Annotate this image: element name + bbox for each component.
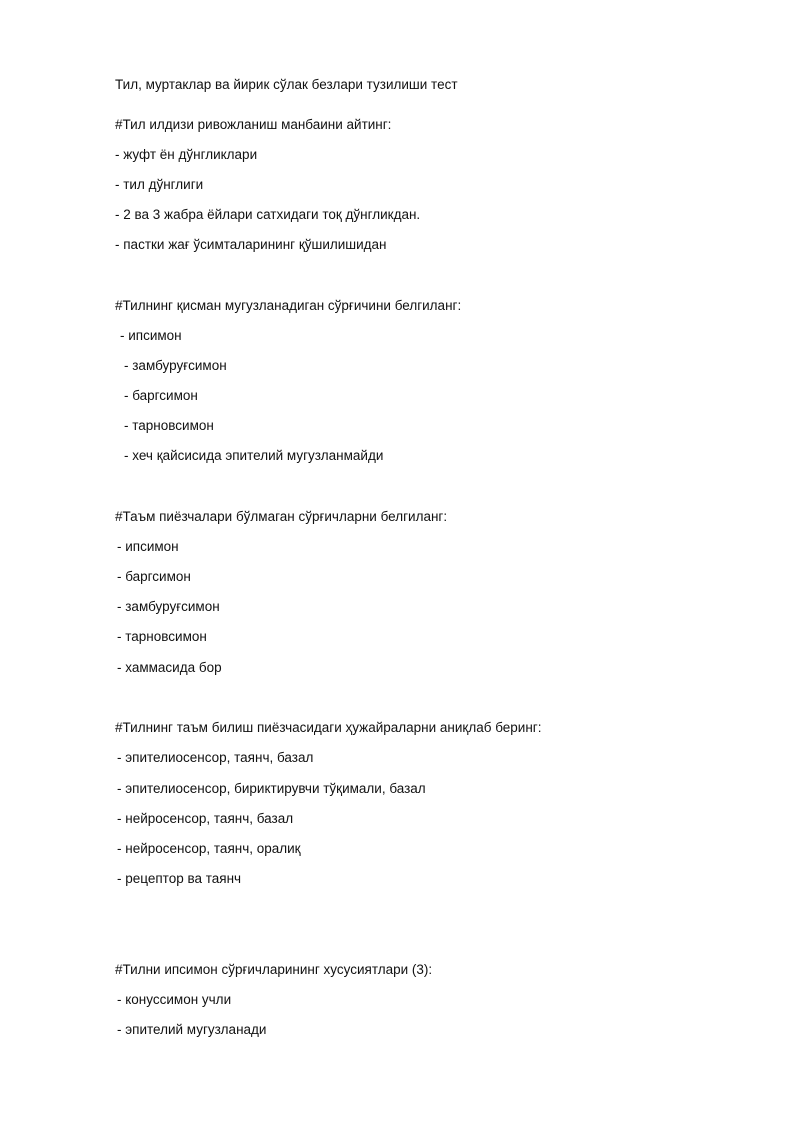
q1-option-3: - 2 ва 3 жабра ёйлари сатхидаги тоқ дўнгликдан.: [115, 207, 421, 222]
q3-option-4: - тарновсимон: [117, 629, 207, 644]
question-3: #Таъм пиёзчалари бўлмаган сўрғичларни белгиланг:: [115, 509, 448, 524]
q1-option-1: - жуфт ён дўнгликлари: [115, 147, 258, 162]
question-1: #Тил илдизи ривожланиш манбаини айтинг:: [115, 117, 392, 132]
q2-option-5: - хеч қайсисида эпителий мугузланмайди: [124, 448, 384, 463]
q4-option-1: - эпителиосенсор, таянч, базал: [117, 750, 314, 765]
q3-option-2: - баргсимон: [117, 569, 191, 584]
document-title: Тил, муртаклар ва йирик сўлак безлари тузилиши тест: [115, 77, 458, 92]
q4-option-4: - нейросенсор, таянч, оралиқ: [117, 841, 301, 856]
question-4: #Тилнинг таъм билиш пиёзчасидаги ҳужайраларни аниқлаб беринг:: [115, 720, 542, 735]
q2-option-1: - ипсимон: [120, 328, 182, 343]
q2-option-2: - замбуруғсимон: [124, 358, 227, 373]
question-5: #Тилни ипсимон сўрғичларининг хусусиятлари (3):: [115, 962, 433, 977]
q2-option-4: - тарновсимон: [124, 418, 214, 433]
q5-option-1: - конуссимон учли: [117, 992, 232, 1007]
q4-option-2: - эпителиосенсор, бириктирувчи тўқимали, базал: [117, 781, 426, 796]
question-2: #Тилнинг қисман мугузланадиган сўрғичини белгиланг:: [115, 298, 462, 313]
q1-option-2: - тил дўнглиги: [115, 177, 204, 192]
q3-option-1: - ипсимон: [117, 539, 179, 554]
q3-option-5: - хаммасида бор: [117, 660, 222, 675]
q3-option-3: - замбуруғсимон: [117, 599, 220, 614]
q5-option-2: - эпителий мугузланади: [117, 1022, 267, 1037]
q4-option-3: - нейросенсор, таянч, базал: [117, 811, 294, 826]
q1-option-4: - пастки жағ ўсимталарининг қўшилишидан: [115, 237, 387, 252]
q4-option-5: - рецептор ва таянч: [117, 871, 242, 886]
q2-option-3: - баргсимон: [124, 388, 198, 403]
